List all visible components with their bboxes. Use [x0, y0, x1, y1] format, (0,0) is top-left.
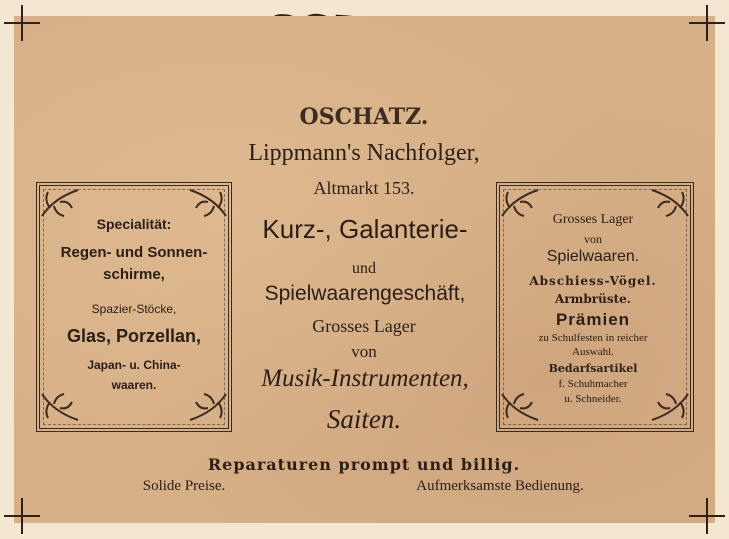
toys-of-word: von — [584, 232, 602, 246]
specialty-umbrellas-cont: schirme, — [103, 266, 165, 283]
specialty-heading: Specialität: — [96, 216, 172, 232]
crop-mark-top-right — [689, 5, 725, 41]
of-word: von — [351, 342, 377, 361]
leaf-ornament-icon — [188, 186, 228, 218]
leaf-ornament-icon — [40, 392, 80, 424]
attentive-service: Aufmerksamste Bedienung. — [416, 478, 584, 494]
specialty-japan-china: Japan- u. China- — [87, 358, 181, 372]
repairs-line: Reparaturen prompt und billig. — [207, 455, 521, 474]
shop-type-line2: Spielwaarengeschäft, — [264, 282, 466, 305]
and-tailors: u. Schneider. — [564, 393, 622, 405]
leaf-ornament-icon — [40, 186, 80, 218]
supplies: Bedarfsartikel — [548, 362, 638, 375]
leaf-ornament-icon — [188, 392, 228, 424]
crop-mark-bottom-right — [689, 498, 725, 534]
prizes: Prämien — [555, 310, 631, 329]
specialty-glass-porcelain: Glas, Porzellan, — [66, 326, 202, 346]
for-shoemakers: f. Schuhmacher — [558, 378, 628, 390]
large-stock: Grosses Lager — [312, 316, 416, 336]
school-festivals: zu Schulfesten in reicher — [538, 332, 648, 344]
solid-prices: Solide Preise. — [142, 478, 226, 494]
and-word: und — [352, 260, 376, 277]
crop-mark-bottom-left — [4, 498, 40, 534]
musical-instruments: Musik-Instrumenten, — [261, 365, 469, 392]
address-line: Altmarkt 153. — [313, 178, 415, 198]
specialty-walking-sticks: Spazier-Stöcke, — [91, 302, 177, 316]
toys-large-stock: Grosses Lager — [552, 212, 634, 227]
crop-mark-top-left — [4, 5, 40, 41]
strings: Saiten. — [326, 404, 402, 434]
specialty-umbrellas: Regen- und Sonnen- — [60, 244, 208, 261]
city-name: OSCHATZ. — [299, 104, 429, 130]
successor-line: Lippmann's Nachfolger, — [248, 140, 480, 166]
shooting-birds: Abschiess-Vögel. — [529, 274, 657, 288]
toys: Spielwaaren. — [546, 248, 640, 265]
crossbows: Armbrüste. — [555, 292, 631, 306]
selection: Auswahl. — [572, 346, 614, 358]
specialty-wares: waaren. — [111, 378, 157, 392]
shop-type-line1: Kurz-, Galanterie- — [262, 214, 468, 244]
